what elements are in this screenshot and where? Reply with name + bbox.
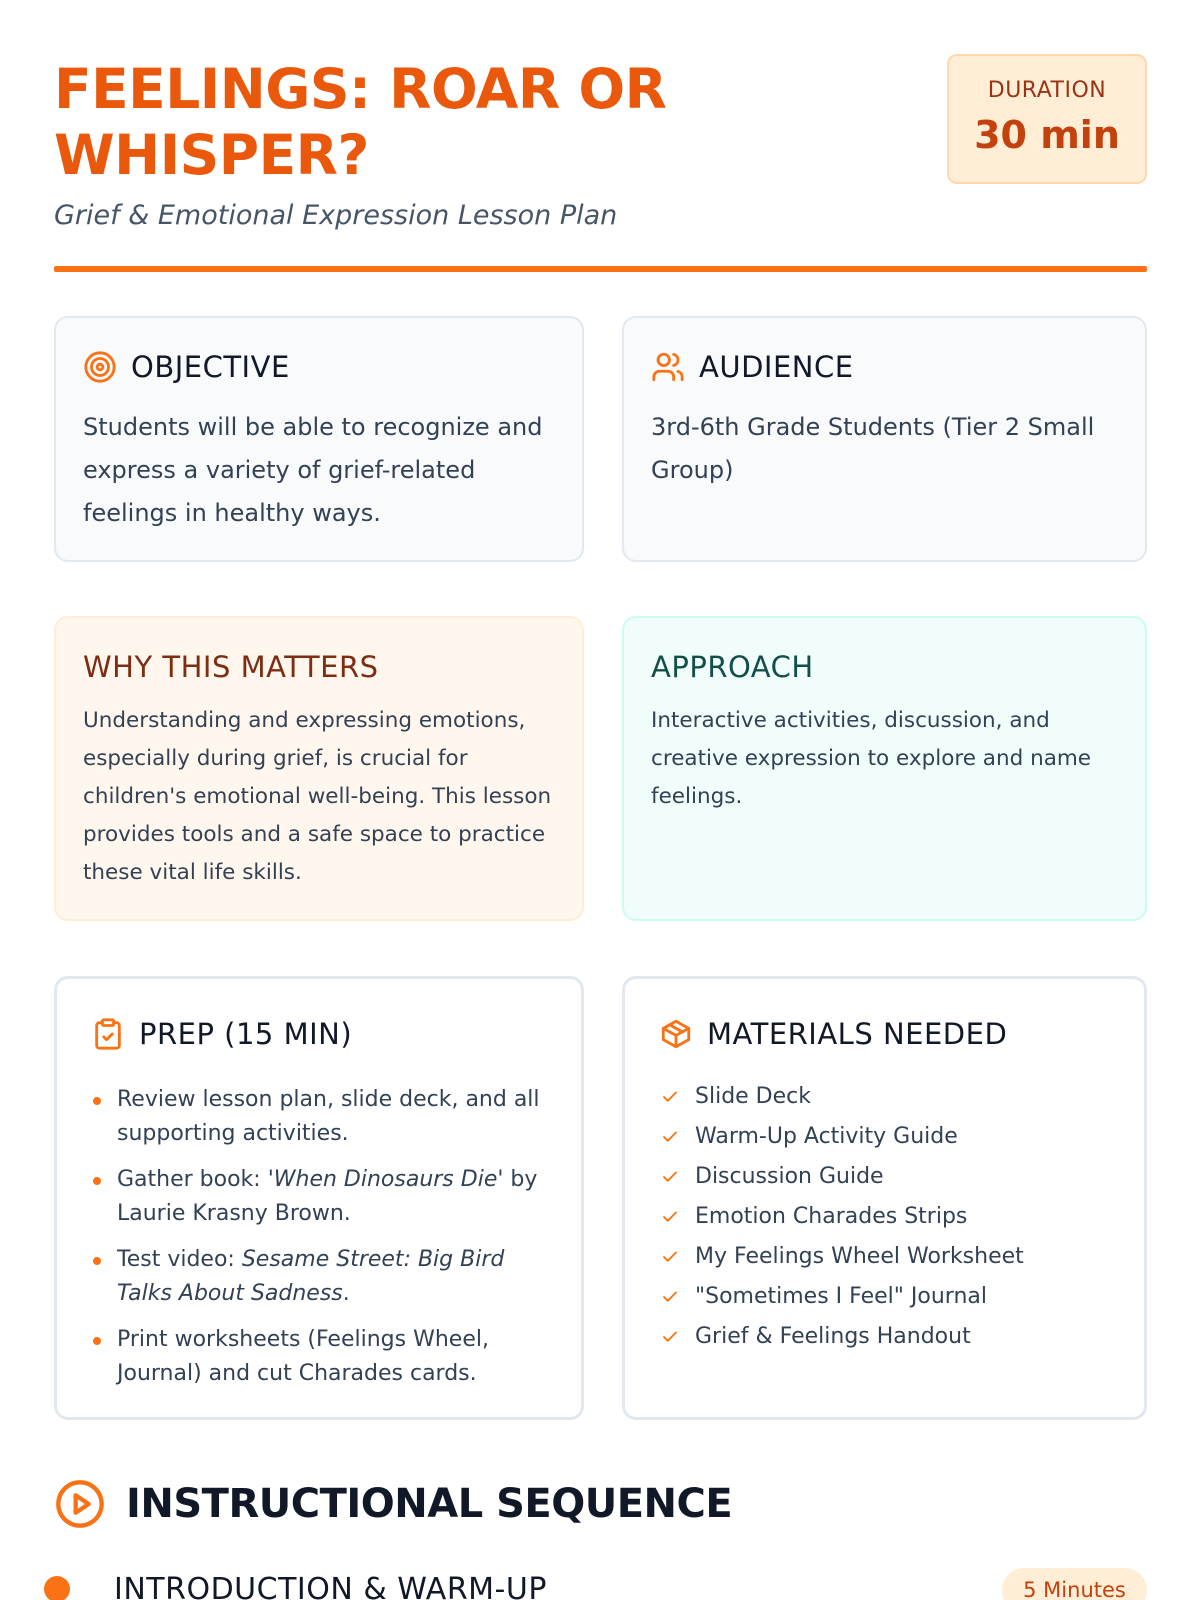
prep-item-book-lead: Gather book: <box>117 1167 268 1192</box>
check-icon <box>661 1288 679 1306</box>
timeline-dot <box>44 1576 70 1600</box>
material-item <box>661 1077 1024 1117</box>
audience-card <box>622 316 1147 562</box>
check-icon <box>661 1088 679 1106</box>
book-title: 'When Dinosaurs Die' <box>267 1167 504 1192</box>
material-item-label: Slide Deck <box>695 1084 811 1109</box>
why-title: WHY THIS MATTERS <box>83 650 379 684</box>
material-item-label: Warm-Up Activity Guide <box>695 1124 958 1149</box>
approach-text: Interactive activities, discussion, and creative expression to explore and name feelings. <box>651 708 1092 809</box>
material-item-label: Emotion Charades Strips <box>695 1204 968 1229</box>
materials-list <box>661 1077 1024 1357</box>
materials-card <box>622 976 1147 1420</box>
users-icon <box>651 350 685 384</box>
prep-item-review: Review lesson plan, slide deck, and all supporting activities. <box>93 1083 553 1151</box>
prep-item-video <box>93 1243 553 1311</box>
video-title: Sesame Street: Big Bird Talks About Sadness <box>117 1247 505 1306</box>
check-icon <box>661 1168 679 1186</box>
prep-item-video-lead: Test video: <box>117 1247 242 1272</box>
check-icon <box>661 1208 679 1226</box>
prep-item-print: Print worksheets (Feelings Wheel, Journal) and cut Charades cards. <box>93 1323 553 1391</box>
material-item <box>661 1237 1024 1277</box>
prep-title: PREP (15 MIN) <box>139 1017 353 1051</box>
audience-text: 3rd-6th Grade Students (Tier 2 Small Group) <box>651 413 1095 484</box>
target-icon <box>83 350 117 384</box>
why-text: Understanding and expressing emotions, especially during grief, is crucial for children's emotional well-being. This lesson provides tools and a safe space to practice these vital life skills. <box>83 708 552 885</box>
prep-item-book-author: by Laurie Krasny Brown. <box>117 1167 538 1226</box>
sequence-title: INSTRUCTIONAL SEQUENCE <box>126 1481 733 1527</box>
duration-badge <box>947 54 1147 184</box>
prep-card <box>54 976 584 1420</box>
material-item <box>661 1277 1024 1317</box>
step-title: INTRODUCTION & WARM-UP <box>114 1572 547 1600</box>
material-item-label: Discussion Guide <box>695 1164 884 1189</box>
header-divider <box>54 266 1147 272</box>
objective-header <box>83 350 290 384</box>
material-item-label: Grief & Feelings Handout <box>695 1324 971 1349</box>
prep-item-video-end: . <box>342 1281 350 1306</box>
sequence-header <box>54 1478 732 1530</box>
prep-item-book <box>93 1163 553 1231</box>
play-circle-icon <box>54 1478 106 1530</box>
page-subtitle: Grief & Emotional Expression Lesson Plan <box>54 200 618 231</box>
check-icon <box>661 1128 679 1146</box>
material-item-label: My Feelings Wheel Worksheet <box>695 1244 1024 1269</box>
prep-header <box>91 1017 352 1051</box>
material-item <box>661 1117 1024 1157</box>
materials-header <box>659 1017 1007 1051</box>
prep-list <box>93 1083 553 1403</box>
materials-title: MATERIALS NEEDED <box>707 1017 1008 1051</box>
material-item <box>661 1157 1024 1197</box>
duration-value: 30 min <box>974 113 1120 157</box>
audience-header <box>651 350 854 384</box>
why-header <box>83 650 379 684</box>
objective-title: OBJECTIVE <box>131 350 290 384</box>
step-time-badge: 5 Minutes <box>1002 1568 1147 1600</box>
check-icon <box>661 1328 679 1346</box>
why-this-matters-card <box>54 616 584 921</box>
material-item-label: "Sometimes I Feel" Journal <box>695 1284 987 1309</box>
clipboard-check-icon <box>91 1017 125 1051</box>
objective-text: Students will be able to recognize and express a variety of grief-related feelings in healthy ways. <box>83 413 543 527</box>
approach-title: APPROACH <box>651 650 814 684</box>
approach-card <box>622 616 1147 921</box>
check-icon <box>661 1248 679 1266</box>
page-title: FEELINGS: ROAR OR WHISPER? <box>54 57 667 187</box>
material-item <box>661 1197 1024 1237</box>
objective-card <box>54 316 584 562</box>
approach-header <box>651 650 814 684</box>
material-item <box>661 1317 1024 1357</box>
lesson-plan-page <box>54 0 1147 1600</box>
duration-label: DURATION <box>987 78 1107 103</box>
package-icon <box>659 1017 693 1051</box>
audience-title: AUDIENCE <box>699 350 854 384</box>
